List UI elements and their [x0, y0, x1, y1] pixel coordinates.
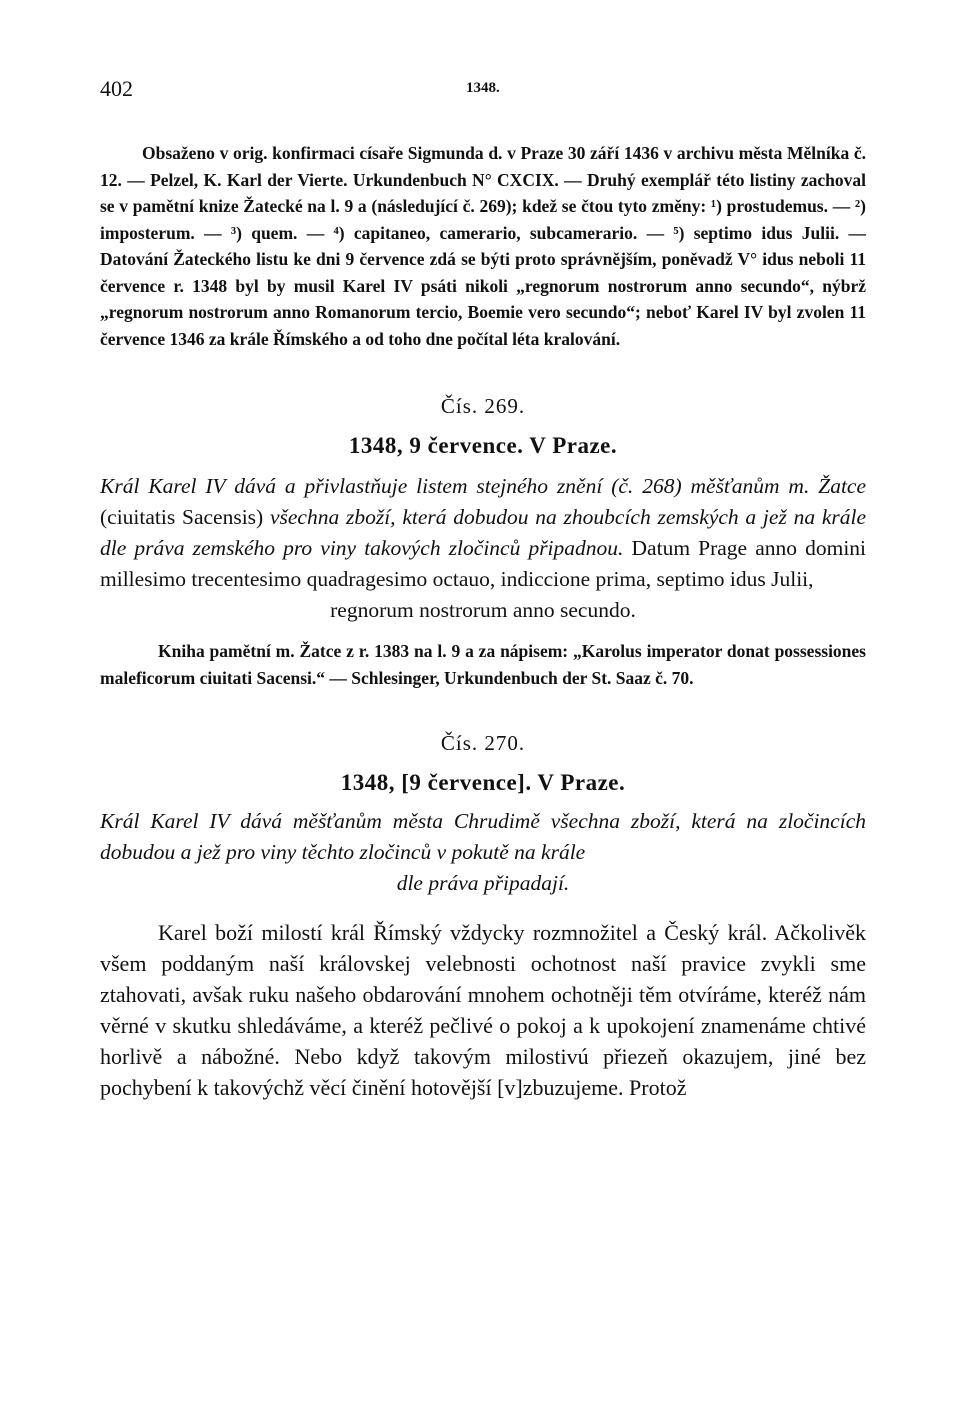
source-note-268: Obsaženo v orig. konfirmaci císaře Sigmunda d. v Praze 30 září 1436 v archivu města Mělníka č. 12. — Pelzel, K. Karl der Vierte. Urkundenbuch N° CXCIX. — Druhý exemplář této listiny zachoval se v pamětní knize Žatecké na l. 9 a (následující č. 269); kdež se čtou tyto změny: ¹) prostudemus. — ²) imposterum. — ³) quem. — ⁴) capitaneo, camerario, subcamerario. — ⁵) septimo idus Julii. — Datování Žateckého listu ke dni 9 července zdá se býti proto správnějším, poněvadž V° idus neboli 11 července r. 1348 byl by musil Karel IV psáti nikoli „regnorum nostrorum anno secundo“, nýbrž „regnorum nostrorum anno Romanorum tercio, Boemie vero secundo“; neboť Karel IV byl zvolen 11 července 1346 za krále Římského a od toho dne počítal léta kralování. [100, 143, 866, 349]
document-number-270: Čís. 270. [440, 731, 526, 755]
dating-clause-269-end: regnorum nostrorum anno secundo. [330, 598, 636, 622]
page-number: 402 [100, 76, 133, 101]
regest-269-text-2: všechna zboží, která dobudou na zhoubcích zemských a jež na krále dle práva zemského pro viny takových zločinců připadnou. [100, 505, 867, 560]
regest-270-text: Král Karel IV dává měšťanům města Chrudimě všechna zboží, která na zločincích dobudou a jež pro viny těchto zločinců v pokutě na krále [100, 809, 866, 864]
regest-269-text: Král Karel IV dává a přivlastňuje listem stejného znění (č. 268) měšťanům m. Žatce [100, 474, 866, 498]
charter-text-270: Karel boží milostí král Římský vždycky rozmnožitel a Český král. Ačkolivěk všem poddaným naší královskej velebnosti ochotnost naší pravice zvykli sme ztahovati, avšak ruku našeho obdarování mnohem ochotněji těm otvíráme, kteréž nám věrné v skutku shledáváme, a kteréž pečlivé o pokoj a k upokojení znamenáme chtivé horlivě a nábožné. Nebo když takovým milostivú přiezeň okazujem, jiné bez pochybení k takovýchž věcí činění hotovější [v]zbuzujeme. Protož [100, 920, 866, 1100]
document-number-269: Čís. 269. [440, 394, 526, 418]
regest-270 [100, 806, 866, 899]
dating-clause-269: Datum Prage anno domini millesimo trecentesimo quadragesimo octauo, indiccione prima, septimo idus Julii, [100, 536, 867, 591]
document-date-270: 1348, [9 července]. V Praze. [340, 770, 626, 795]
document-page [100, 70, 866, 1103]
regest-269-latin-name: (ciuitatis Sacensis) [100, 505, 264, 529]
regest-270-end: dle práva připadají. [396, 871, 570, 895]
page-header [100, 70, 866, 102]
running-header-year: 1348. [466, 80, 500, 96]
regest-269 [100, 471, 866, 626]
source-note-269: Kniha pamětní m. Žatce z r. 1383 na l. 9 a za nápisem: „Karolus imperator donat possessiones maleficorum ciuitati Sacensi.“ — Schlesinger, Urkundenbuch der St. Saaz č. 70. [100, 641, 866, 688]
document-date-269: 1348, 9 července. V Praze. [348, 433, 618, 458]
